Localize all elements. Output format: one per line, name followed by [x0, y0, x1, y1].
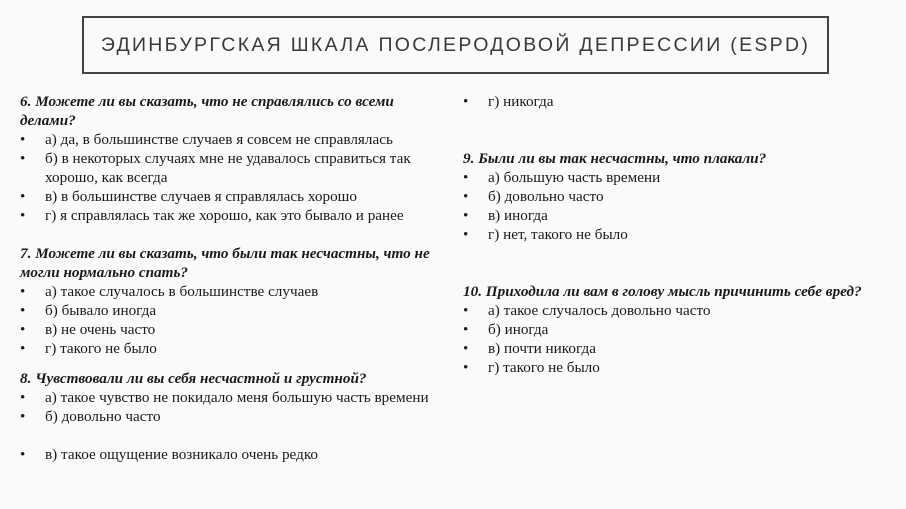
- question-10: [463, 282, 893, 377]
- answer-option: • а) такое чувство не покидало меня большую часть времени: [20, 388, 435, 407]
- answer-list: [20, 282, 450, 358]
- answer-option: • г) такого не было: [20, 339, 450, 358]
- answer-option: • в) не очень часто: [20, 320, 450, 339]
- question-text: 10. Приходила ли вам в голову мысль причинить себе вред?: [463, 283, 862, 300]
- answer-option: • в) иногда: [463, 206, 893, 225]
- answer-option: • г) я справлялась так же хорошо, как это бывало и ранее: [20, 206, 450, 225]
- title-box: [82, 16, 829, 74]
- answer-list: [463, 168, 893, 244]
- question-7: [20, 244, 450, 358]
- answer-option: • г) такого не было: [463, 358, 893, 377]
- answer-option: • а) большую часть времени: [463, 168, 893, 187]
- answer-option: • б) в некоторых случаях мне не удавалось справиться так хорошо, как всегда: [20, 149, 435, 187]
- question-8: [20, 369, 450, 464]
- answer-option: • а) такое случалось довольно часто: [463, 301, 893, 320]
- answer-option: • в) почти никогда: [463, 339, 893, 358]
- question-text: 6. Можете ли вы сказать, что не справлялись со всеми делами?: [20, 93, 394, 129]
- answer-option: • а) такое случалось в большинстве случаев: [20, 282, 450, 301]
- question-text: 7. Можете ли вы сказать, что были так несчастны, что не могли нормально спать?: [20, 245, 430, 281]
- answer-option: • а) да, в большинстве случаев я совсем не справлялась: [20, 130, 450, 149]
- page-title: ЭДИНБУРГСКАЯ ШКАЛА ПОСЛЕРОДОВОЙ ДЕПРЕССИИ (ESPD): [100, 33, 811, 56]
- answer-list: [20, 130, 450, 225]
- answer-option: • б) бывало иногда: [20, 301, 450, 320]
- answer-list: [463, 301, 893, 377]
- answer-option: • б) довольно часто: [20, 407, 450, 426]
- question-text: 9. Были ли вы так несчастны, что плакали?: [463, 150, 767, 167]
- right-column: [463, 92, 893, 377]
- answer-option: • в) в большинстве случаев я справлялась хорошо: [20, 187, 450, 206]
- question-6: [20, 92, 450, 225]
- left-column: [20, 92, 450, 464]
- answer-option: • г) нет, такого не было: [463, 225, 893, 244]
- answer-option: • б) довольно часто: [463, 187, 893, 206]
- answer-list: [463, 92, 893, 111]
- question-9: [463, 149, 893, 244]
- answer-option: • в) такое ощущение возникало очень редко: [20, 445, 450, 464]
- answer-list: [20, 388, 450, 464]
- question-text: 8. Чувствовали ли вы себя несчастной и грустной?: [20, 370, 367, 387]
- answer-option: • б) иногда: [463, 320, 893, 339]
- answer-option: • г) никогда: [463, 92, 893, 111]
